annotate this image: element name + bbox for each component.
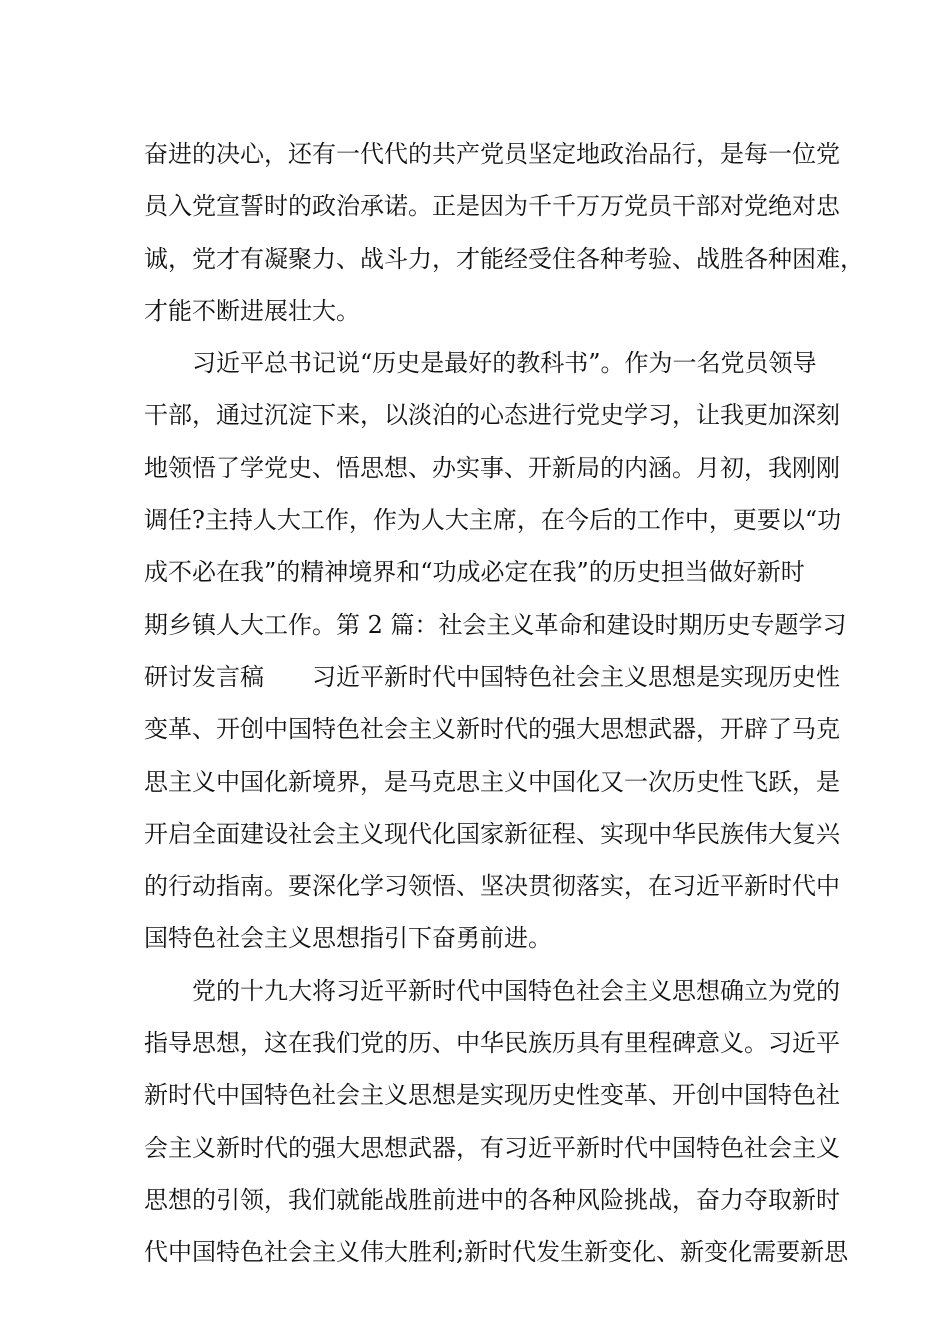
text-line: 会主义新时代的强大思想武器，有习近平新时代中国特色社会主义 [144,1133,840,1162]
text-line: 新时代中国特色社会主义思想是实现历史性变革、开创中国特色社 [144,1081,840,1110]
text-line: 成不必在我”的精神境界和“功成必定在我”的历史担当做好新时 [144,558,805,587]
text-line: 干部，通过沉淀下来，以淡泊的心态进行党史学习，让我更加深刻 [144,401,840,430]
text-line: 变革、开创中国特色社会主义新时代的强大思想武器，开辟了马克 [144,715,840,744]
text-line: 调任?主持人大工作，作为人大主席，在今后的工作中，更要以“功 [144,506,842,535]
text-line: 诚，党才有凝聚力、战斗力，才能经受住各种考验、战胜各种困难， [144,244,864,273]
text-line: 地领悟了学党史、悟思想、办实事、开新局的内涵。月初，我刚刚 [144,453,840,482]
text-line: 期乡镇人大工作。第 2 篇：社会主义革命和建设时期历史专题学习 [144,610,847,639]
text-line: 国特色社会主义思想指引下奋勇前进。 [144,924,552,953]
text-line: 员入党宣誓时的政治承诺。正是因为千千万万党员干部对党绝对忠 [144,192,840,221]
text-line: 思主义中国化新境界，是马克思主义中国化又一次历史性飞跃，是 [144,767,840,796]
text-line: 代中国特色社会主义伟大胜利;新时代发生新变化、新变化需要新思 [144,1238,849,1267]
paragraph-first-line: 习近平总书记说“历史是最好的教科书”。作为一名党员领导 [192,349,817,378]
text-line: 思想的引领，我们就能战胜前进中的各种风险挑战，奋力夺取新时 [144,1185,840,1214]
text-line: 指导思想，这在我们党的历、中华民族历具有里程碑意义。习近平 [144,1029,840,1058]
text-line: 开启全面建设社会主义现代化国家新征程、实现中华民族伟大复兴 [144,819,840,848]
paragraph-first-line: 党的十九大将习近平新时代中国特色社会主义思想确立为党的 [192,976,840,1005]
text-line: 研讨发言稿 习近平新时代中国特色社会主义思想是实现历史性 [144,662,840,691]
body-text [144,128,864,1279]
text-line: 的行动指南。要深化学习领悟、坚决贯彻落实，在习近平新时代中 [144,872,840,901]
text-line: 奋进的决心，还有一代代的共产党员坚定地政治品行，是每一位党 [144,140,840,168]
text-line: 才能不断进展壮大。 [144,296,360,325]
